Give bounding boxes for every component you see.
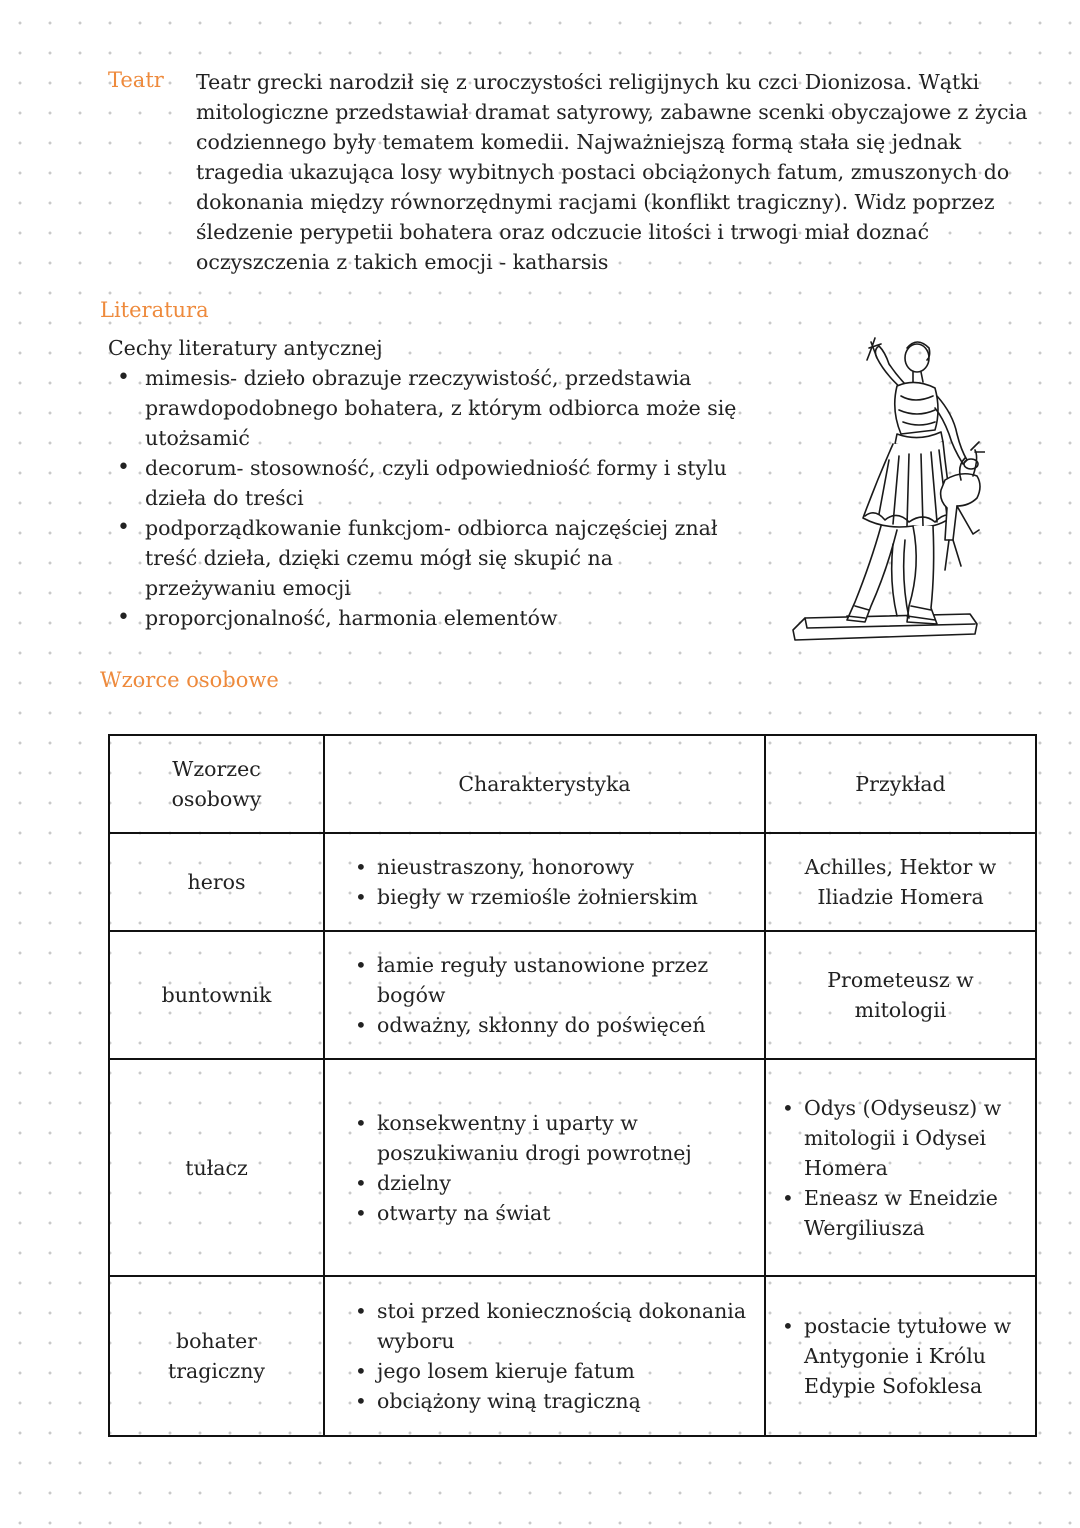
example-cell: Achilles, Hektor w Iliadzie Homera (765, 833, 1036, 931)
list-item: • odważny, skłonny do poświęceń (355, 1010, 754, 1040)
traits-cell (324, 1276, 765, 1436)
pattern-name-cell: buntownik (109, 931, 324, 1059)
column-header-label: Przykład (855, 772, 946, 796)
example-cell (765, 931, 1036, 1059)
list-item: • konsekwentny i uparty w poszukiwaniu drogi powrotnej (355, 1108, 754, 1168)
traits-cell (324, 1059, 765, 1276)
list-item: • decorum- stosowność, czyli odpowiedniość formy i stylu dzieła do treści (108, 453, 748, 513)
teatr-heading: Teatr (108, 68, 164, 92)
table-row (109, 833, 1036, 931)
example-cell (765, 1059, 1036, 1276)
table-row (109, 1276, 1036, 1436)
pattern-name-cell: heros (109, 833, 324, 931)
literatura-subtitle: Cechy literatury antycznej (108, 336, 383, 360)
list-item: • Odys (Odyseusz) w mitologii i Odysei Homera (782, 1093, 1025, 1183)
list-item: • otwarty na świat (355, 1198, 754, 1228)
artemis-statue-illustration (785, 330, 985, 650)
example-cell (765, 1276, 1036, 1436)
column-header-label: Wzorzec osobowy (171, 757, 262, 811)
list-item: • dzielny (355, 1168, 754, 1198)
literatura-heading: Literatura (100, 298, 209, 322)
example-text: Prometeusz w mitologii (827, 968, 974, 1022)
wzorce-heading: Wzorce osobowe (100, 668, 279, 692)
list-item: • jego losem kieruje fatum (355, 1356, 754, 1386)
pattern-name-text: bohater tragiczny (167, 1329, 265, 1383)
column-header-label: Charakterystyka (458, 772, 631, 796)
table-row (109, 1059, 1036, 1276)
table-row (109, 931, 1036, 1059)
list-item: • mimesis- dzieło obrazuje rzeczywistość, przedstawia prawdopodobnego bohatera, z którym odbiorca może się utożsamić (108, 363, 748, 453)
column-header (109, 735, 324, 833)
list-item: • łamie reguły ustanowione przez bogów (355, 950, 754, 1010)
list-item: • proporcjonalność, harmonia elementów (108, 603, 748, 633)
pattern-name-cell: tułacz (109, 1059, 324, 1276)
literatura-features-list (108, 363, 748, 633)
pattern-name-cell (109, 1276, 324, 1436)
list-item: • obciążony winą tragiczną (355, 1386, 754, 1416)
list-item: • Eneasz w Eneidzie Wergiliusza (782, 1183, 1025, 1243)
column-header (765, 735, 1036, 833)
list-item: • biegły w rzemiośle żołnierskim (355, 882, 754, 912)
person-patterns-table (108, 734, 1037, 1437)
list-item: • postacie tytułowe w Antygonie i Królu Edypie Sofoklesa (782, 1311, 1025, 1401)
table-header-row (109, 735, 1036, 833)
list-item: • nieustraszony, honorowy (355, 852, 754, 882)
teatr-paragraph: Teatr grecki narodził się z uroczystości religijnych ku czci Dionizosa. Wątki mitologiczne przedstawiał dramat satyrowy, zabawne scenki obyczajowe z życia codziennego były tematem komedii. Najważniejszą formą stała się jednak tragedia ukazująca losy wybitnych postaci obciążonych fatum, zmuszonych do dokonania między równorzędnymi racjami (konflikt tragiczny). Widz poprzez śledzenie perypetii bohatera oraz odczucie litości i trwogi miał doznać oczyszczenia z takich emocji - katharsis (196, 70, 1028, 274)
list-item: • podporządkowanie funkcjom- odbiorca najczęściej znał treść dzieła, dzięki czemu mógł się skupić na przeżywaniu emocji (108, 513, 748, 603)
traits-cell (324, 931, 765, 1059)
list-item: • stoi przed koniecznością dokonania wyboru (355, 1296, 754, 1356)
traits-cell (324, 833, 765, 931)
column-header (324, 735, 765, 833)
